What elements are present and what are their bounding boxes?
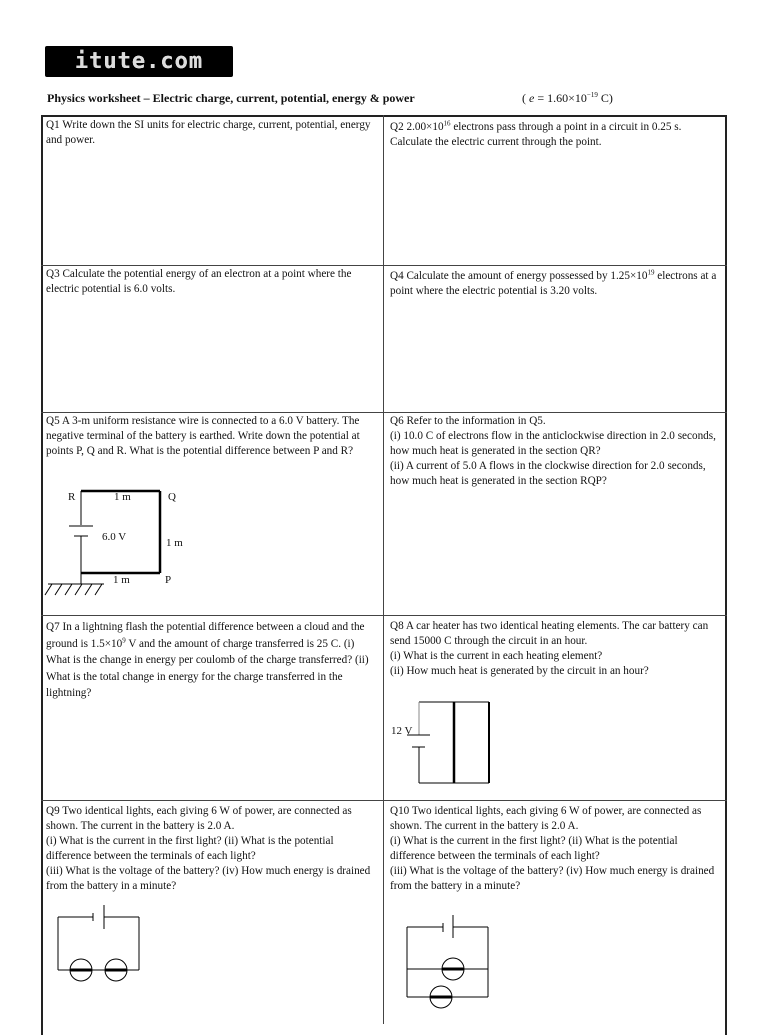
question-q7: Q7 In a lightning flash the potential difference between a cloud and the ground is $1.5\times 10^9$ V and the amount of charge transferred is 25 C. (i) What is the change in energy per coulomb of the charge transferred? (ii) What is the total change in energy for the charge transferred in the lightning? xyxy=(46,621,369,699)
electron-charge-constant: ( $e = 1.60\times 10^{-19}$ C) xyxy=(522,91,613,105)
question-q8: Q8 A car heater has two identical heating elements. The car battery can send 15000 C through the circuit in an hour. (i) What is the current in each heating element? (ii) How much heat is generated by the circuit in an hour? xyxy=(390,620,709,677)
question-q5: Q5 A 3-m uniform resistance wire is connected to a 6.0 V battery. The negative terminal of the battery is earthed. Write down the potential at points P, Q and R. What is the potential difference between P and R? xyxy=(46,415,360,457)
point-q-label: Q xyxy=(168,491,176,503)
question-q10: Q10 Two identical lights, each giving 6 W of power, are connected as shown. The current in the battery is 2.0 A. (i) What is the current in the first light? (ii) What is the potential difference between the terminals of each light? (iii) What is the voltage of the battery? (iv) How much energy is drained from the battery in a minute? xyxy=(390,805,715,892)
site-logo: itute.com xyxy=(45,46,233,77)
question-q2: Q2 $2.00\times 10^{16}$ electrons pass through a point in a circuit in 0.25 s. Calculate the electric current through the point. xyxy=(390,119,682,148)
row-divider xyxy=(41,615,727,616)
q8-heater-circuit-diagram xyxy=(384,690,514,795)
battery-12v-label: 12 V xyxy=(391,725,413,737)
question-q4: Q4 Calculate the amount of energy possessed by $1.25\times 10^{19}$ electrons at a point where the electric potential is 3.20 volts. xyxy=(390,268,717,297)
segment-qp-label: 1 m xyxy=(166,537,183,549)
question-q9: Q9 Two identical lights, each giving 6 W of power, are connected as shown. The current in the battery is 2.0 A. (i) What is the current in the first light? (ii) What is the potential difference between the terminals of each light? (iii) What is the voltage of the battery? (iv) How much energy is drained from the battery in a minute? xyxy=(46,805,371,892)
row-divider xyxy=(41,412,727,413)
column-divider xyxy=(383,115,384,1024)
battery-voltage-label: 6.0 V xyxy=(102,531,127,543)
question-q3: Q3 Calculate the potential energy of an electron at a point where the electric potential is 6.0 volts. xyxy=(46,268,352,295)
segment-rq-label: 1 m xyxy=(114,491,131,503)
q10-parallel-circuit-diagram xyxy=(390,905,510,1024)
point-r-label: R xyxy=(68,491,76,503)
row-divider xyxy=(41,265,727,266)
row-divider xyxy=(41,800,727,801)
segment-p-ground-label: 1 m xyxy=(113,574,130,586)
question-q1: Q1 Write down the SI units for electric charge, current, potential, energy and power. xyxy=(46,119,371,146)
point-p-label: P xyxy=(165,574,172,586)
worksheet-title: Physics worksheet – Electric charge, current, potential, energy & power xyxy=(47,91,415,105)
q9-series-circuit-diagram xyxy=(40,895,200,995)
question-q6: Q6 Refer to the information in Q5. (i) 10.0 C of electrons flow in the anticlockwise direction in 2.0 seconds, how much heat is generated in the section QR? (ii) A current of 5.0 A flows in the clockwise direction for 2.0 seconds, how much heat is generated in the section RQP? xyxy=(390,415,716,487)
